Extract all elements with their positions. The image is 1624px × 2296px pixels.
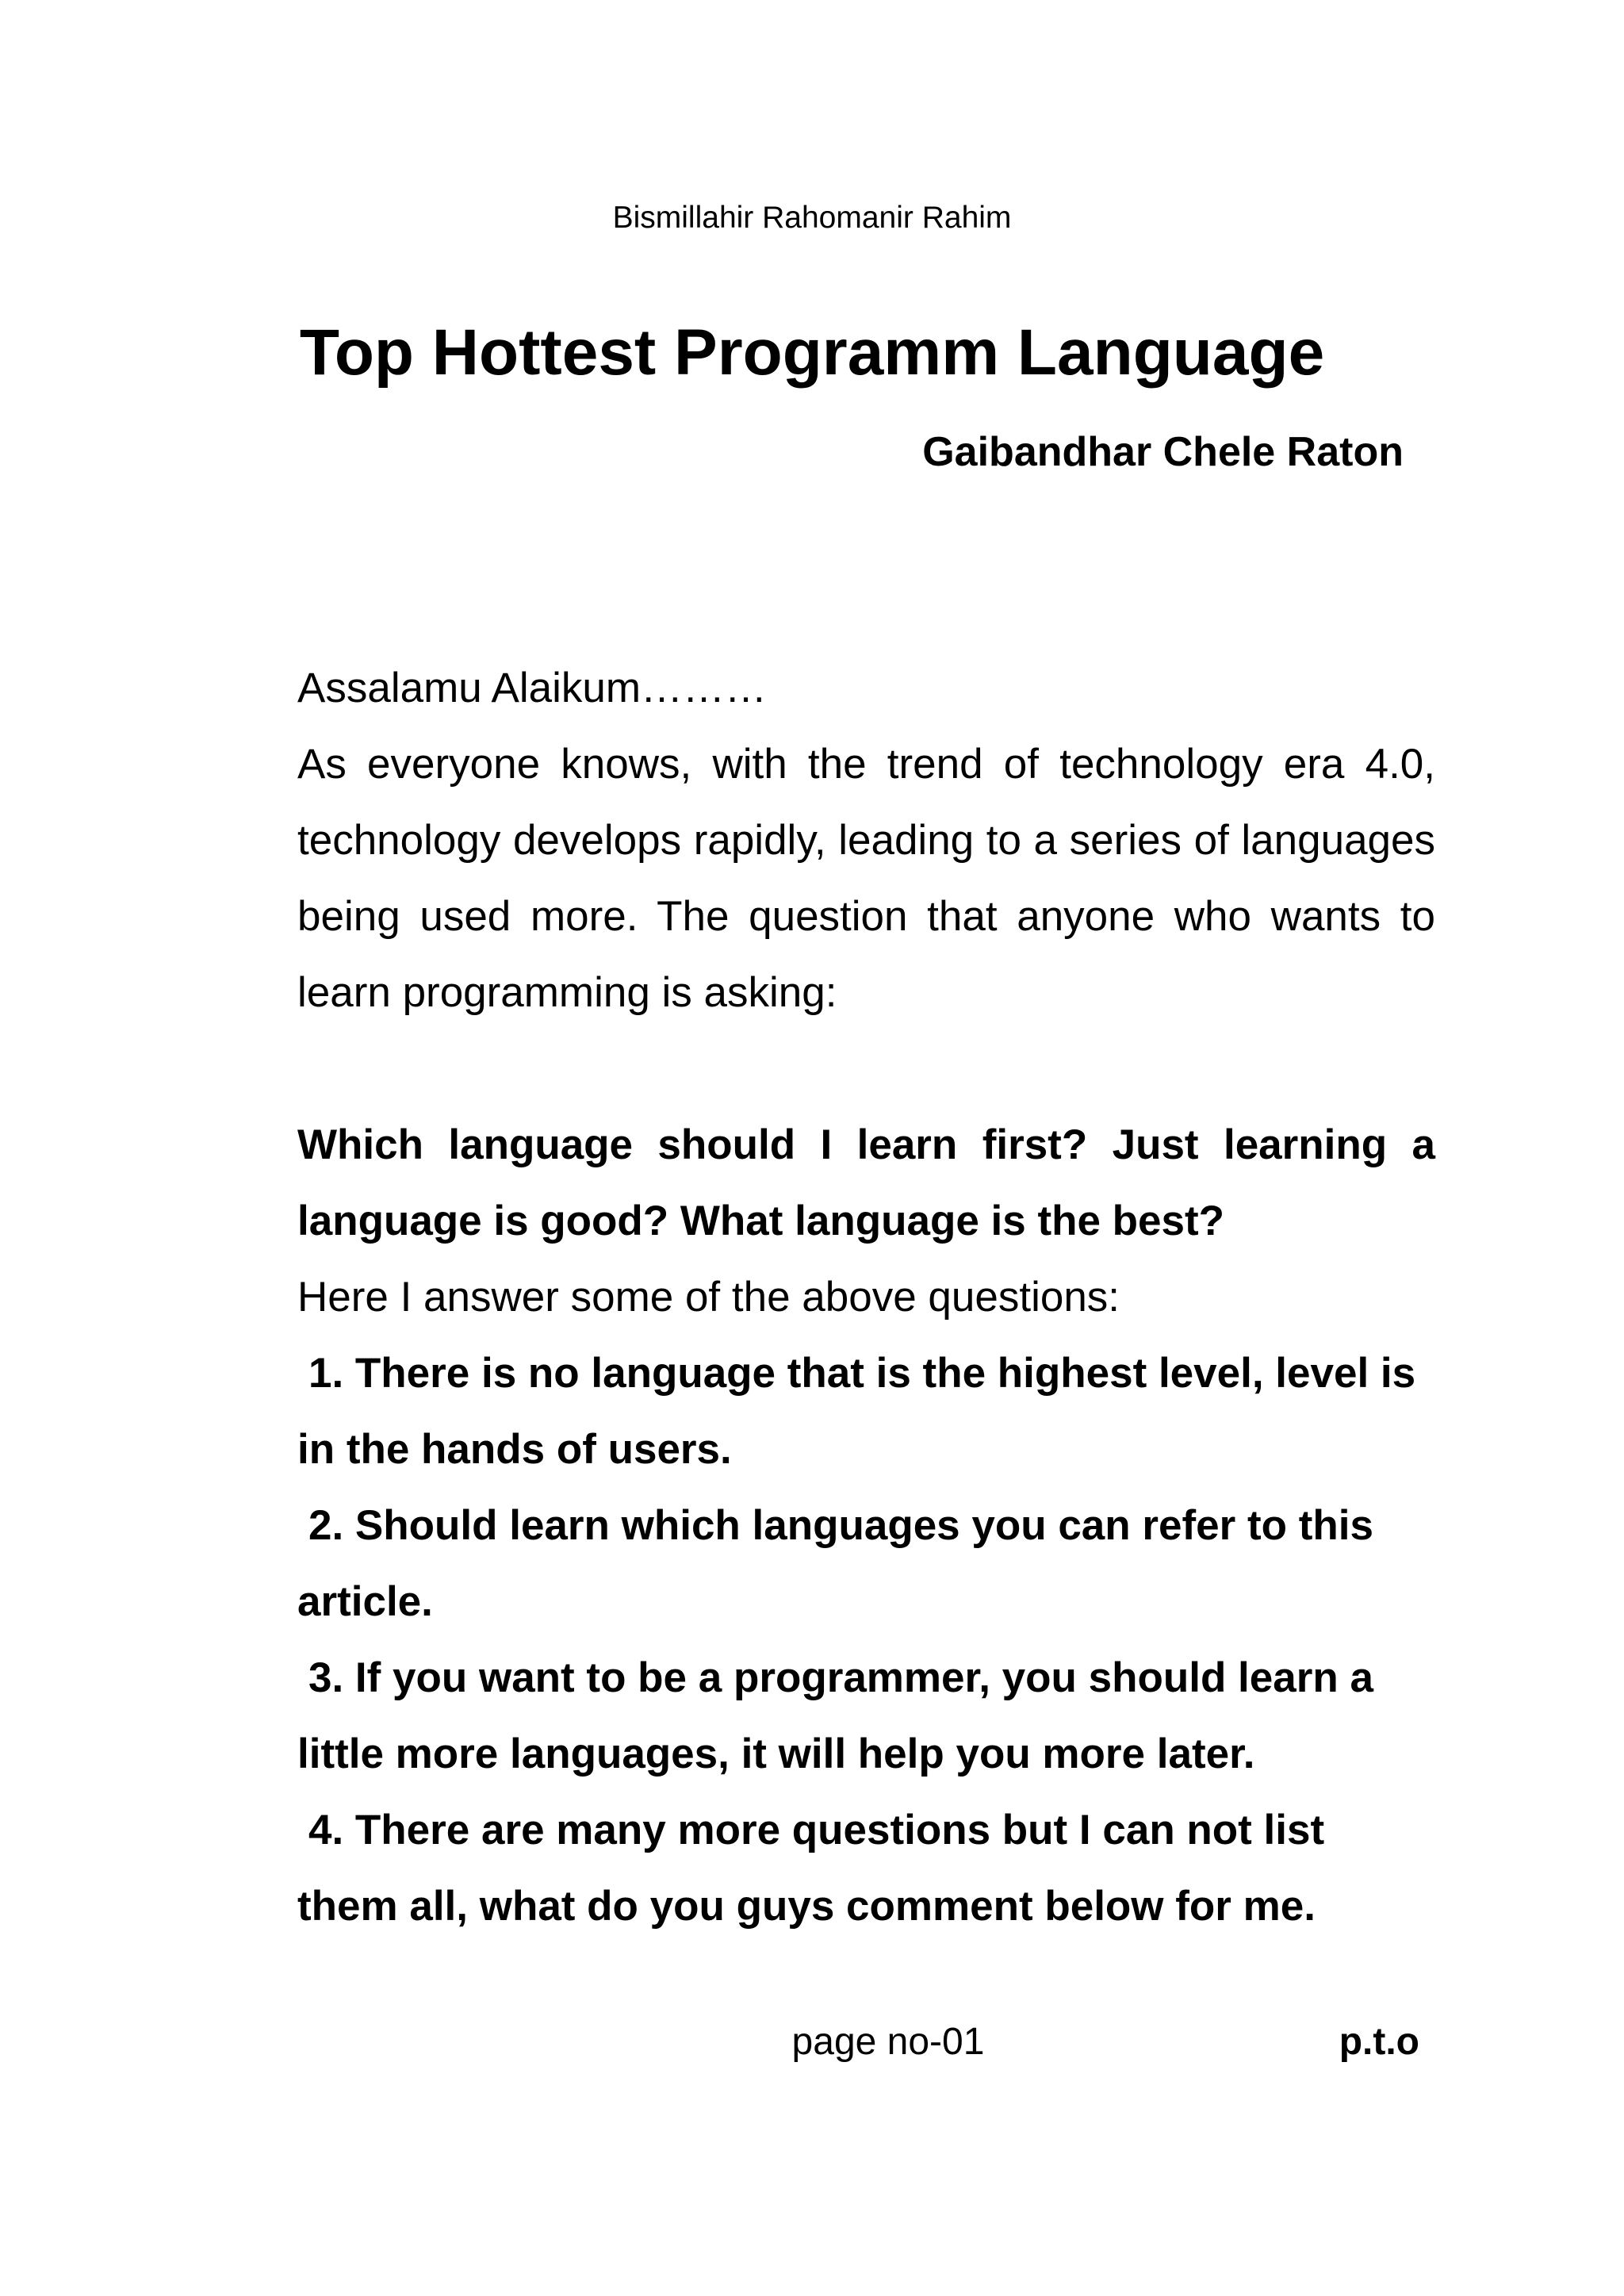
- page-number: page no-01: [791, 2021, 985, 2063]
- author-name: Gaibandhar Chele Raton: [922, 429, 1404, 475]
- answer-item-2: 2. Should learn which languages you can refer to this article.: [297, 1502, 1373, 1625]
- answers-intro: Here I answer some of the above questions:: [297, 1274, 1120, 1320]
- answer-item-4: 4. There are many more questions but I can not list them all, what do you guys comment below for me.: [297, 1807, 1325, 1930]
- answer-item-3: 3. If you want to be a programmer, you should learn a little more languages, it will help you more later.: [297, 1654, 1373, 1777]
- intro-paragraph: As everyone knows, with the trend of technology era 4.0, technology develops rapidly, leading to a series of languages being used more. The question that anyone who wants to learn programming is asking:: [297, 741, 1435, 1016]
- questions-paragraph: Which language should I learn first? Just learning a language is good? What language is the best?: [297, 1121, 1435, 1244]
- article-body: [297, 650, 1435, 1945]
- please-turn-over: p.t.o: [1339, 2021, 1419, 2063]
- page-title: Top Hottest Programm Language: [299, 316, 1325, 389]
- answer-item-1: 1. There is no language that is the highest level, level is in the hands of users.: [297, 1350, 1416, 1473]
- greeting: Assalamu Alaikum………: [297, 665, 768, 711]
- paragraph-spacer: [297, 1031, 1435, 1107]
- header-line: Bismillahir Rahomanir Rahim: [612, 201, 1012, 235]
